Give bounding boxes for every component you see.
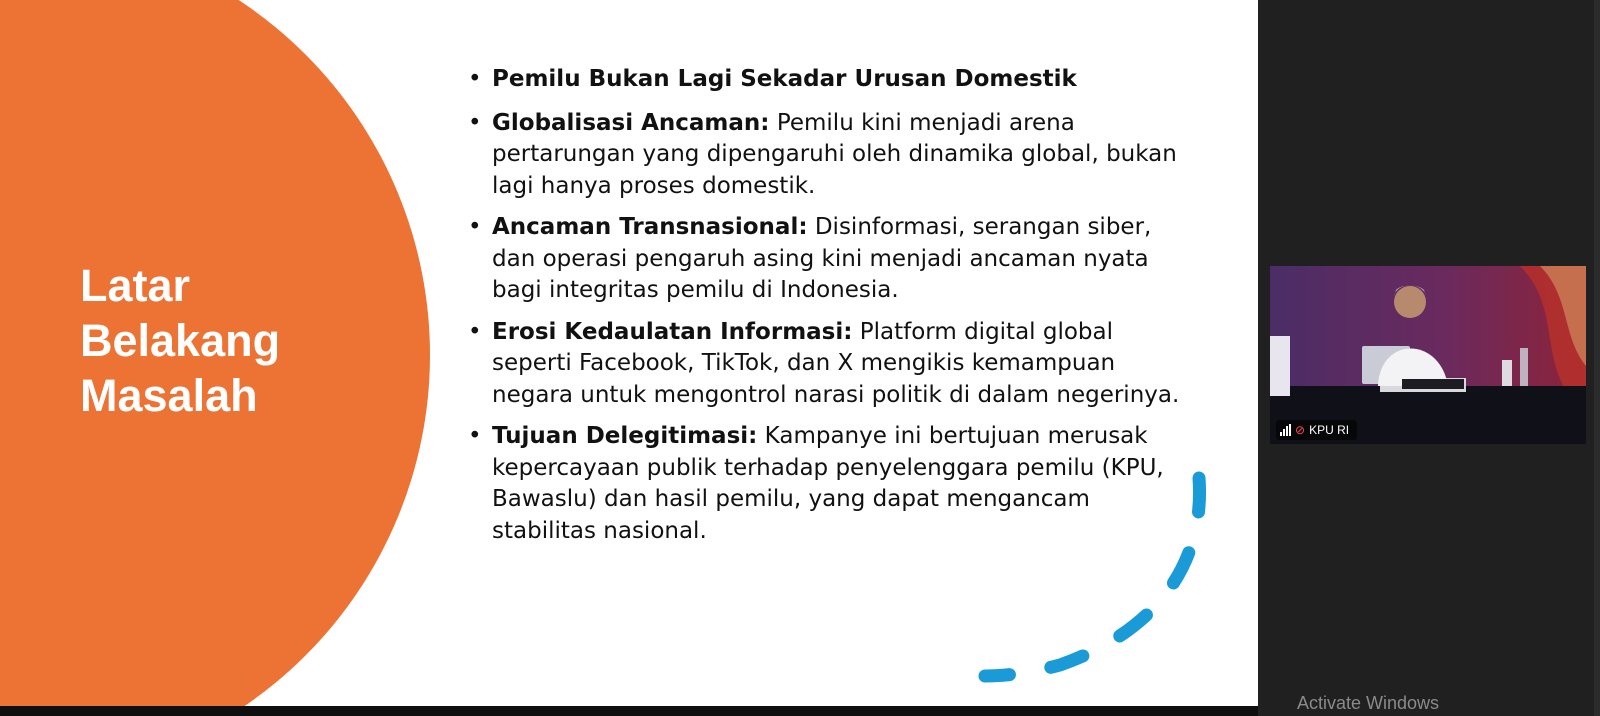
participant-name: KPU RI [1309,423,1350,437]
slide-title-line: Belakang [80,315,281,366]
signal-icon [1280,424,1291,436]
bullet-body: Pemilu kini menjadi arena pertarungan yang dipengaruhi oleh dinamika global, bukan lagi hanya proses domestik. [492,109,1177,199]
slide-title-line: Latar [80,260,191,311]
participant-name-label [1276,420,1357,440]
bottom-bar [0,706,1258,716]
speaker-video-frame [1270,266,1586,444]
bullet-body: Kampanye ini bertujuan merusak kepercayaan publik terhadap penyelenggara pemilu (KPU, Bawaslu) dan hasil pemilu, yang dapat mengancam stabilitas nasional. [492,423,1164,544]
bullet-body: Platform digital global seperti Facebook, TikTok, dan X mengikis kemampuan negara untuk mengontrol narasi politik di dalam negerinya. [492,318,1180,408]
bullet-body: Disinformasi, serangan siber, dan operasi pengaruh asing kini menjadi ancaman nyata bagi integritas pemilu di Indonesia. [492,214,1152,303]
scrollbar[interactable] [1594,0,1600,716]
bullet-heading: Pemilu Bukan Lagi Sekadar Urusan Domestik [492,66,1077,92]
bullet-heading: Ancaman Transnasional: [492,214,808,240]
bullet-heading: Tujuan Delegitimasi: [492,423,758,449]
bullet-heading: Globalisasi Ancaman: [492,109,770,136]
mic-off-icon: ⊘ [1295,423,1306,437]
bullet-heading: Erosi Kedaulatan Informasi: [492,318,853,345]
slide-title-line: Masalah [80,370,258,421]
activation-watermark: Activate Windows [1297,693,1440,713]
participant-video-tile[interactable] [1270,266,1586,444]
